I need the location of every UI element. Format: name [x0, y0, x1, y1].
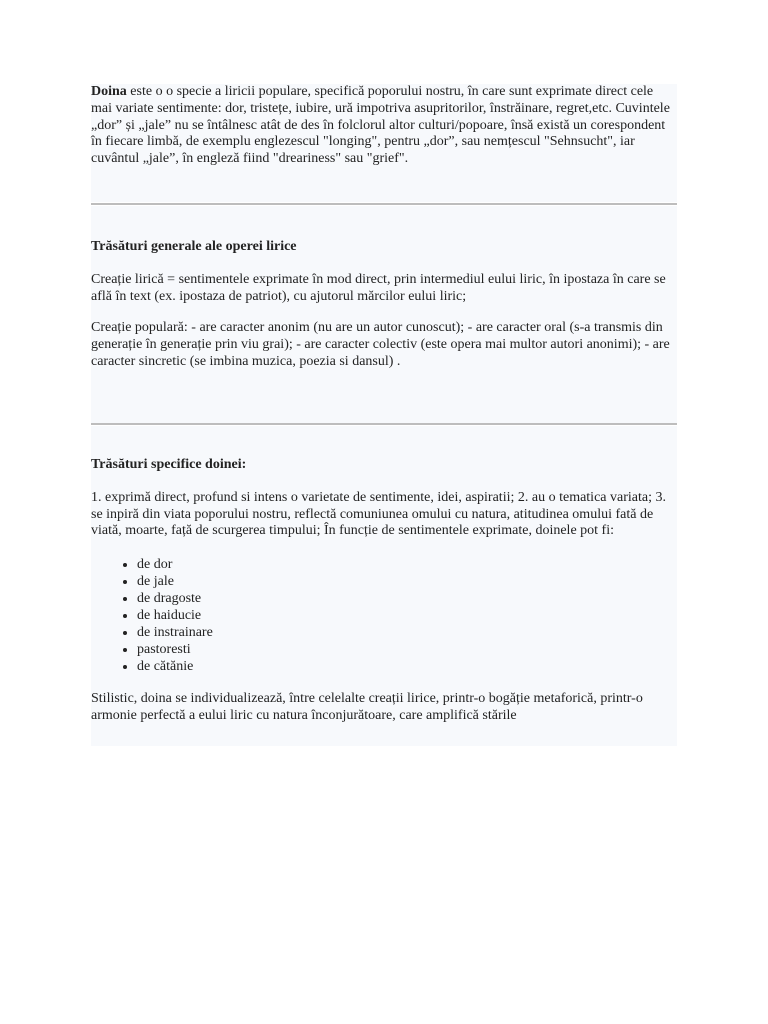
intro-term: Doina — [91, 84, 127, 99]
intro-text: este o o specie a liricii populare, specifică poporului nostru, în care sunt exprimate direct cele mai variate sentimente: dor, tristețe, iubire, ură impotriva asupritorilor, înstrăinare, regret,etc. Cuvintele „dor” și „jale” nu se întâlnesc atât de des în folclorul altor culturi/popoare, însă există un corespondent în fiecare limbă, de exemplu englezescul "longing", pentru „dor”, sau nemțescul "Sehnsucht", iar cuvântul „jale”, în engleză fiind "dreariness" sau "grief". — [91, 84, 670, 167]
lyric-creation-paragraph: Creație lirică = sentimentele exprimate în mod direct, prin intermediul eului liric, în ipostaza în care se află în text (ex. ipostaza de patriot), cu ajutorul mărcilor eului liric; — [91, 271, 666, 304]
intro-section — [91, 84, 677, 202]
list-item: • de dragoste — [137, 590, 677, 607]
list-item: • de instrainare — [137, 624, 677, 641]
list-item: • de cătănie — [137, 658, 677, 675]
intro-paragraph — [91, 84, 677, 168]
popular-creation-paragraph: Creație populară: - are caracter anonim (nu are un autor cunoscut); - are caracter oral (s-a transmis din generație în generație prin viu grai); - are caracter colectiv (este opera mai multor autori anonimi); - are caracter sincretic (se imbina muzica, poezia si dansul) . — [91, 320, 670, 369]
specific-traits-section — [91, 426, 677, 746]
horizontal-divider — [91, 203, 677, 205]
list-item: • de haiducie — [137, 607, 677, 624]
list-item: • pastoresti — [137, 641, 677, 658]
general-traits-heading: Trăsături generale ale operei lirice — [91, 239, 297, 254]
horizontal-divider — [91, 423, 677, 425]
general-traits-section — [91, 206, 677, 424]
doina-types-list — [91, 556, 677, 675]
stylistic-paragraph: Stilistic, doina se individualizează, între celelalte creații lirice, printr-o bogăție metaforică, printr-o armonie perfectă a eului liric cu natura înconjurătoare, care amplifică stările — [91, 691, 643, 723]
list-item: • de dor — [137, 556, 677, 573]
list-item: • de jale — [137, 573, 677, 590]
specific-traits-heading: Trăsături specifice doinei: — [91, 457, 247, 472]
specific-traits-paragraph: 1. exprimă direct, profund si intens o varietate de sentimente, idei, aspiratii; 2. au o tematica variata; 3. se inpiră din viata poporului nostru, reflectă comuniunea omului cu natura, atitudinea omului fată de viată, moarte, față de scurgerea timpului; În funcție de sentimentele exprimate, doinele pot fi: — [91, 489, 666, 539]
